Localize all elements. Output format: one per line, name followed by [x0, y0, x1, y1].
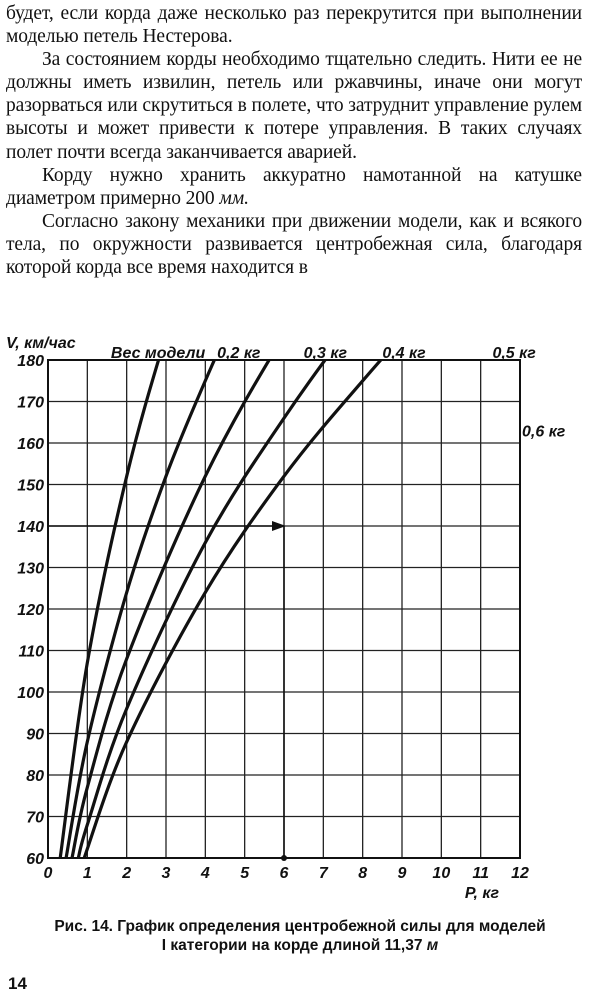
- body-text: [6, 2, 582, 279]
- paragraph-continuation: будет, если корда даже несколько раз перекрутится при выполнении моделью петель Нестерова.: [6, 3, 582, 48]
- y-axis-title: V, км/час: [6, 335, 76, 352]
- y-tick-label: 140: [17, 519, 44, 536]
- x-tick-label: 3: [161, 865, 171, 882]
- storage-text: Корду нужно хранить аккуратно намотанной на катушке диаметром примерно 200: [6, 164, 582, 209]
- curve-label: 0,4 кг: [382, 345, 426, 362]
- y-tick-label: 60: [26, 851, 44, 868]
- caption-line-2: [10, 936, 590, 955]
- x-tick-label: 2: [122, 865, 132, 882]
- page-number: 14: [8, 974, 27, 993]
- y-tick-label: 120: [17, 602, 44, 619]
- x-tick-label: 4: [200, 865, 210, 882]
- paragraph-cord-care: За состоянием корды необходимо тщательно следить. Нити ее не должны иметь извилин, петель или ржавчины, иначе они могут разорваться или скрутиться в полете, что затруднит управление рулем высоты и может привести к потере управления. В таких случаях полет почти всегда заканчивается аварией.: [6, 49, 582, 163]
- figure-caption: [10, 917, 590, 955]
- x-tick-label: 1: [82, 865, 92, 882]
- x-axis-title: P, кг: [464, 885, 500, 900]
- x-tick-label: 10: [432, 865, 451, 882]
- x-tick-label: 5: [240, 865, 250, 882]
- x-tick-label: 9: [397, 865, 407, 882]
- curve-label: 0,3 кг: [303, 345, 348, 362]
- chart-title: Вес модели: [110, 345, 206, 362]
- chart-svg: [0, 330, 600, 900]
- caption-unit: м: [426, 937, 439, 954]
- storage-unit: мм.: [219, 187, 249, 209]
- y-tick-label: 70: [26, 809, 44, 827]
- annotation-point: [281, 855, 287, 861]
- curve-label: 0,5 кг: [492, 345, 536, 362]
- x-tick-label: 6: [279, 865, 289, 882]
- y-tick-label: 110: [18, 643, 44, 661]
- caption-line-2-text: I категории на корде длиной 11,37: [161, 937, 427, 954]
- y-tick-label: 170: [17, 394, 44, 412]
- curve-0-6kg: [84, 330, 520, 858]
- x-tick-label: 11: [472, 865, 489, 882]
- y-tick-label: 150: [17, 477, 44, 495]
- x-tick-label: 12: [511, 865, 529, 882]
- curve-label: 0,2 кг: [217, 345, 261, 362]
- paragraph-cord-storage: [6, 164, 582, 210]
- y-tick-label: 160: [17, 436, 44, 453]
- y-tick-label: 180: [17, 353, 44, 370]
- x-tick-label: 7: [318, 865, 328, 882]
- x-tick-label: 8: [358, 865, 368, 882]
- y-tick-label: 100: [17, 685, 44, 702]
- y-tick-label: 80: [26, 768, 44, 785]
- curve-label: 0,6 кг: [522, 423, 566, 441]
- y-tick-label: 90: [26, 726, 44, 744]
- x-tick-label: 0: [43, 865, 53, 882]
- caption-line-1: Рис. 14. График определения центробежной силы для моделей: [54, 918, 546, 935]
- figure-14-chart: [0, 330, 600, 900]
- paragraph-centrifugal: Согласно закону механики при движении модели, как и всякого тела, по окружности развивается центробежная сила, благодаря которой корда все время находится в: [6, 210, 582, 279]
- y-tick-label: 130: [17, 560, 44, 578]
